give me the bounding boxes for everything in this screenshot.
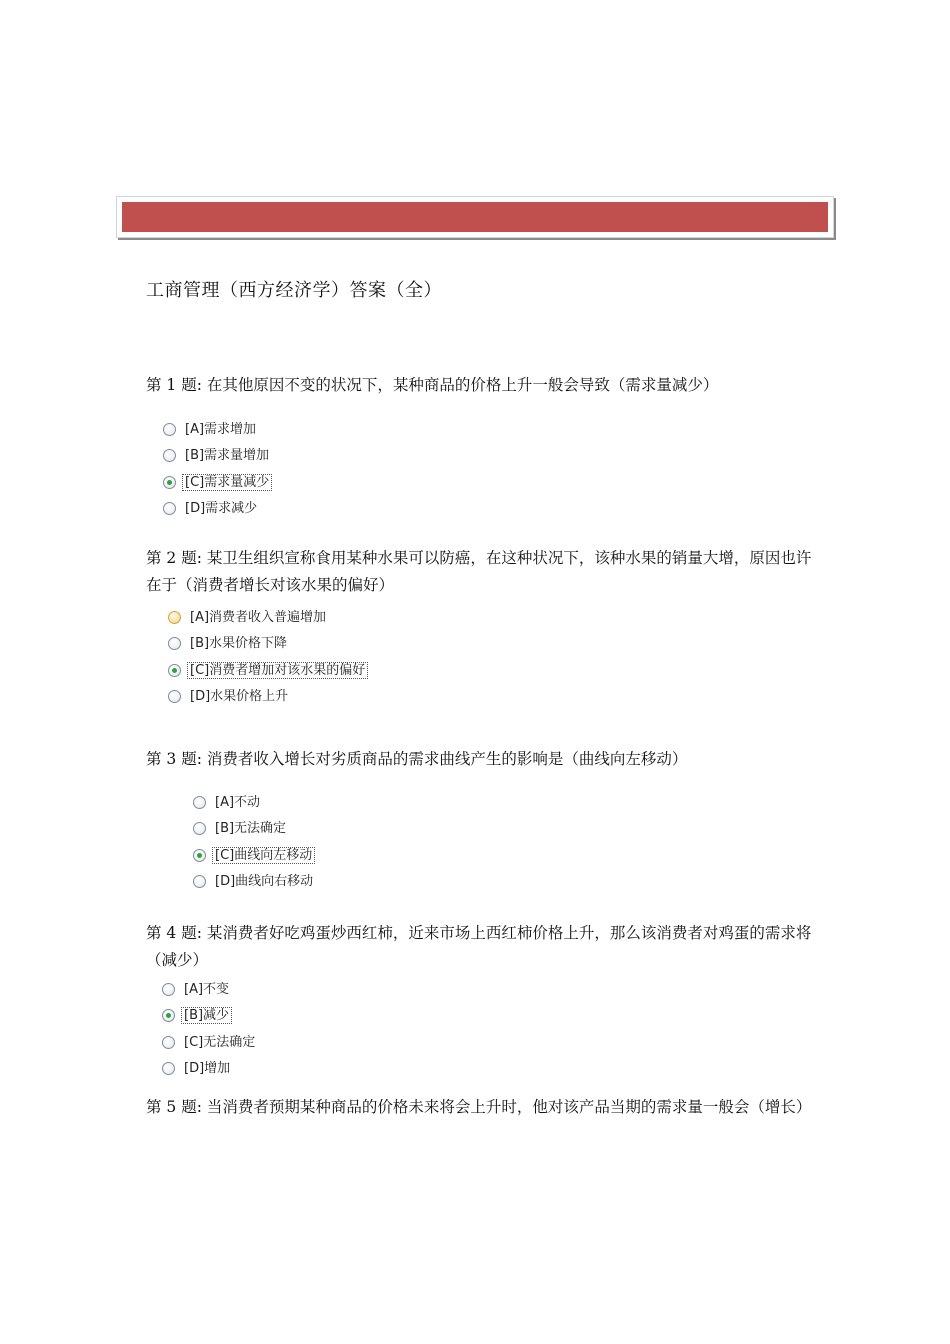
radio-icon[interactable] <box>193 875 206 888</box>
option-c[interactable] <box>193 842 316 869</box>
question-5-text: 第 5 题: 当消费者预期某种商品的价格未来将会上升时，他对该产品当期的需求量一般会（增长） <box>146 1098 812 1116</box>
option-a[interactable] <box>193 789 316 816</box>
option-a[interactable] <box>162 976 258 1003</box>
document-title: 工商管理（西方经济学）答案（全） <box>146 280 442 301</box>
option-a[interactable] <box>168 604 368 631</box>
option-label: [D]增加 <box>184 1061 231 1077</box>
question-3-options <box>193 789 316 895</box>
option-label: [B]减少 <box>181 1007 232 1024</box>
question-2-options <box>168 604 368 710</box>
header-banner-fill <box>122 202 828 232</box>
question-1-text: 第 1 题: 在其他原因不变的状况下，某种商品的价格上升一般会导致（需求量减少） <box>146 376 719 394</box>
radio-icon[interactable] <box>168 690 181 703</box>
option-b[interactable] <box>163 443 272 470</box>
radio-hover-icon[interactable] <box>168 611 181 624</box>
radio-checked-icon[interactable] <box>163 476 176 489</box>
radio-icon[interactable] <box>162 983 175 996</box>
radio-icon[interactable] <box>162 1062 175 1075</box>
option-label: [C]需求量减少 <box>182 474 272 491</box>
option-label: [D]曲线向右移动 <box>215 874 314 890</box>
option-a[interactable] <box>163 416 272 443</box>
radio-icon[interactable] <box>163 449 176 462</box>
radio-checked-icon[interactable] <box>162 1009 175 1022</box>
header-banner <box>116 196 834 238</box>
option-label: [A]消费者收入普遍增加 <box>190 609 327 625</box>
question-4-options <box>162 976 258 1082</box>
option-c[interactable] <box>162 1029 258 1056</box>
option-b[interactable] <box>162 1003 258 1030</box>
radio-checked-icon[interactable] <box>168 664 181 677</box>
option-label: [C]消费者增加对该水果的偏好 <box>187 662 368 679</box>
question-4-text: 第 4 题: 某消费者好吃鸡蛋炒西红柿，近来市场上西红柿价格上升，那么该消费者对鸡蛋的需求将（减少） <box>146 924 812 969</box>
option-d[interactable] <box>193 869 316 896</box>
option-label: [B]需求量增加 <box>185 448 270 464</box>
question-2-text: 第 2 题: 某卫生组织宣称食用某种水果可以防癌，在这种状况下，该种水果的销量大增，原因也许在于（消费者增长对该水果的偏好） <box>146 549 812 594</box>
option-d[interactable] <box>162 1056 258 1083</box>
option-d[interactable] <box>168 684 368 711</box>
question-1-options <box>163 416 272 522</box>
option-label: [D]需求减少 <box>185 501 258 517</box>
option-label: [C]无法确定 <box>184 1034 256 1050</box>
option-label: [A]不动 <box>215 794 261 810</box>
radio-checked-icon[interactable] <box>193 849 206 862</box>
option-b[interactable] <box>193 816 316 843</box>
option-c[interactable] <box>168 657 368 684</box>
radio-icon[interactable] <box>163 502 176 515</box>
option-label: [A]不变 <box>184 981 230 997</box>
radio-icon[interactable] <box>168 637 181 650</box>
option-label: [B]水果价格下降 <box>190 636 288 652</box>
question-3-text: 第 3 题: 消费者收入增长对劣质商品的需求曲线产生的影响是（曲线向左移动） <box>146 750 688 768</box>
option-label: [B]无法确定 <box>215 821 287 837</box>
option-label: [D]水果价格上升 <box>190 689 289 705</box>
radio-icon[interactable] <box>162 1036 175 1049</box>
option-label: [C]曲线向左移动 <box>212 847 315 864</box>
radio-icon[interactable] <box>193 822 206 835</box>
radio-icon[interactable] <box>193 796 206 809</box>
option-label: [A]需求增加 <box>185 421 257 437</box>
option-d[interactable] <box>163 496 272 523</box>
radio-icon[interactable] <box>163 423 176 436</box>
option-c[interactable] <box>163 469 272 496</box>
option-b[interactable] <box>168 631 368 658</box>
